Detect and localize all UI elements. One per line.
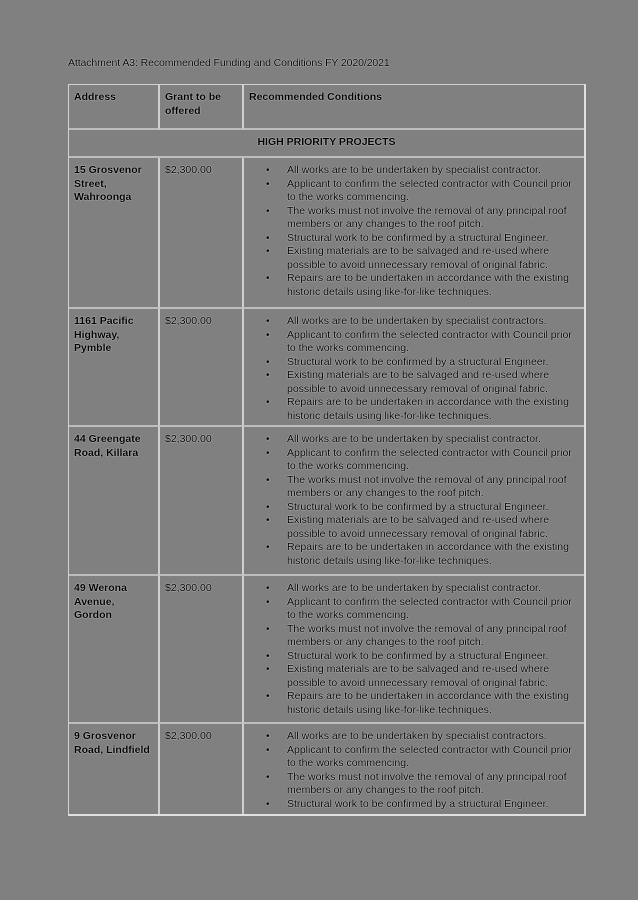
- header-conditions: Recommended Conditions: [244, 85, 584, 130]
- condition-item: • All works are to be undertaken by specialist contractor.: [287, 164, 579, 178]
- conditions-list: [249, 433, 579, 568]
- condition-item: • Existing materials are to be salvaged and re-used where possible to avoid unnecessary removal of original fabric.: [287, 369, 579, 396]
- conditions-cell: [244, 309, 584, 427]
- condition-item: • Structural work to be confirmed by a structural Engineer.: [287, 356, 579, 370]
- conditions-list: [249, 582, 579, 717]
- conditions-cell: [244, 427, 584, 576]
- header-grant: Grant to be offered: [160, 85, 244, 130]
- condition-item: • Applicant to confirm the selected contractor with Council prior to the works commencing.: [287, 178, 579, 205]
- header-address: Address: [69, 85, 160, 130]
- condition-item: • Structural work to be confirmed by a structural Engineer.: [287, 650, 579, 664]
- address-cell: 49 Werona Avenue, Gordon: [69, 576, 160, 724]
- table-row: [69, 158, 584, 309]
- document-title: Attachment A3: Recommended Funding and Conditions FY 2020/2021: [68, 57, 390, 69]
- condition-item: • The works must not involve the removal of any principal roof members or any changes to the roof pitch.: [287, 771, 579, 798]
- address-cell: 44 Greengate Road, Killara: [69, 427, 160, 576]
- condition-item: • Repairs are to be undertaken in accordance with the existing historic details using like-for-like techniques.: [287, 690, 579, 717]
- conditions-cell: [244, 724, 584, 814]
- section-label: HIGH PRIORITY PROJECTS: [69, 130, 584, 158]
- table-row: [69, 724, 584, 814]
- grant-cell: $2,300.00: [160, 576, 244, 724]
- address-cell: 15 Grosvenor Street, Wahroonga: [69, 158, 160, 309]
- condition-item: • Existing materials are to be salvaged and re-used where possible to avoid unnecessary removal of original fabric.: [287, 663, 579, 690]
- condition-item: • Structural work to be confirmed by a structural Engineer.: [287, 501, 579, 515]
- condition-item: • Applicant to confirm the selected contractor with Council prior to the works commencing.: [287, 447, 579, 474]
- grant-cell: $2,300.00: [160, 158, 244, 309]
- address-cell: 9 Grosvenor Road, Lindfield: [69, 724, 160, 814]
- section-row: [69, 130, 584, 158]
- table-row: [69, 309, 584, 427]
- conditions-list: [249, 730, 579, 811]
- condition-item: • Structural work to be confirmed by a structural Engineer.: [287, 798, 579, 812]
- grant-cell: $2,300.00: [160, 427, 244, 576]
- condition-item: • All works are to be undertaken by specialist contractors.: [287, 315, 579, 329]
- conditions-list: [249, 164, 579, 299]
- table-row: [69, 427, 584, 576]
- condition-item: • All works are to be undertaken by specialist contractor.: [287, 433, 579, 447]
- conditions-cell: [244, 576, 584, 724]
- conditions-cell: [244, 158, 584, 309]
- condition-item: • The works must not involve the removal of any principal roof members or any changes to the roof pitch.: [287, 205, 579, 232]
- table-header-row: [69, 85, 584, 130]
- grant-cell: $2,300.00: [160, 724, 244, 814]
- conditions-list: [249, 315, 579, 423]
- condition-item: • All works are to be undertaken by specialist contractors.: [287, 730, 579, 744]
- condition-item: • The works must not involve the removal of any principal roof members or any changes to the roof pitch.: [287, 623, 579, 650]
- condition-item: • Repairs are to be undertaken in accordance with the existing historic details using like-for-like techniques.: [287, 272, 579, 299]
- condition-item: • The works must not involve the removal of any principal roof members or any changes to the roof pitch.: [287, 474, 579, 501]
- condition-item: • All works are to be undertaken by specialist contractor.: [287, 582, 579, 596]
- condition-item: • Structural work to be confirmed by a structural Engineer.: [287, 232, 579, 246]
- condition-item: • Applicant to confirm the selected contractor with Council prior to the works commencing.: [287, 329, 579, 356]
- table-row: [69, 576, 584, 724]
- address-cell: 1161 Pacific Highway, Pymble: [69, 309, 160, 427]
- condition-item: • Existing materials are to be salvaged and re-used where possible to avoid unnecessary removal of original fabric.: [287, 514, 579, 541]
- condition-item: • Repairs are to be undertaken in accordance with the existing historic details using like-for-like techniques.: [287, 541, 579, 568]
- grant-cell: $2,300.00: [160, 309, 244, 427]
- condition-item: • Repairs are to be undertaken in accordance with the existing historic details using like-for-like techniques.: [287, 396, 579, 423]
- condition-item: • Existing materials are to be salvaged and re-used where possible to avoid unnecessary removal of original fabric.: [287, 245, 579, 272]
- funding-conditions-table: [68, 84, 586, 816]
- condition-item: • Applicant to confirm the selected contractor with Council prior to the works commencing.: [287, 744, 579, 771]
- condition-item: • Applicant to confirm the selected contractor with Council prior to the works commencing.: [287, 596, 579, 623]
